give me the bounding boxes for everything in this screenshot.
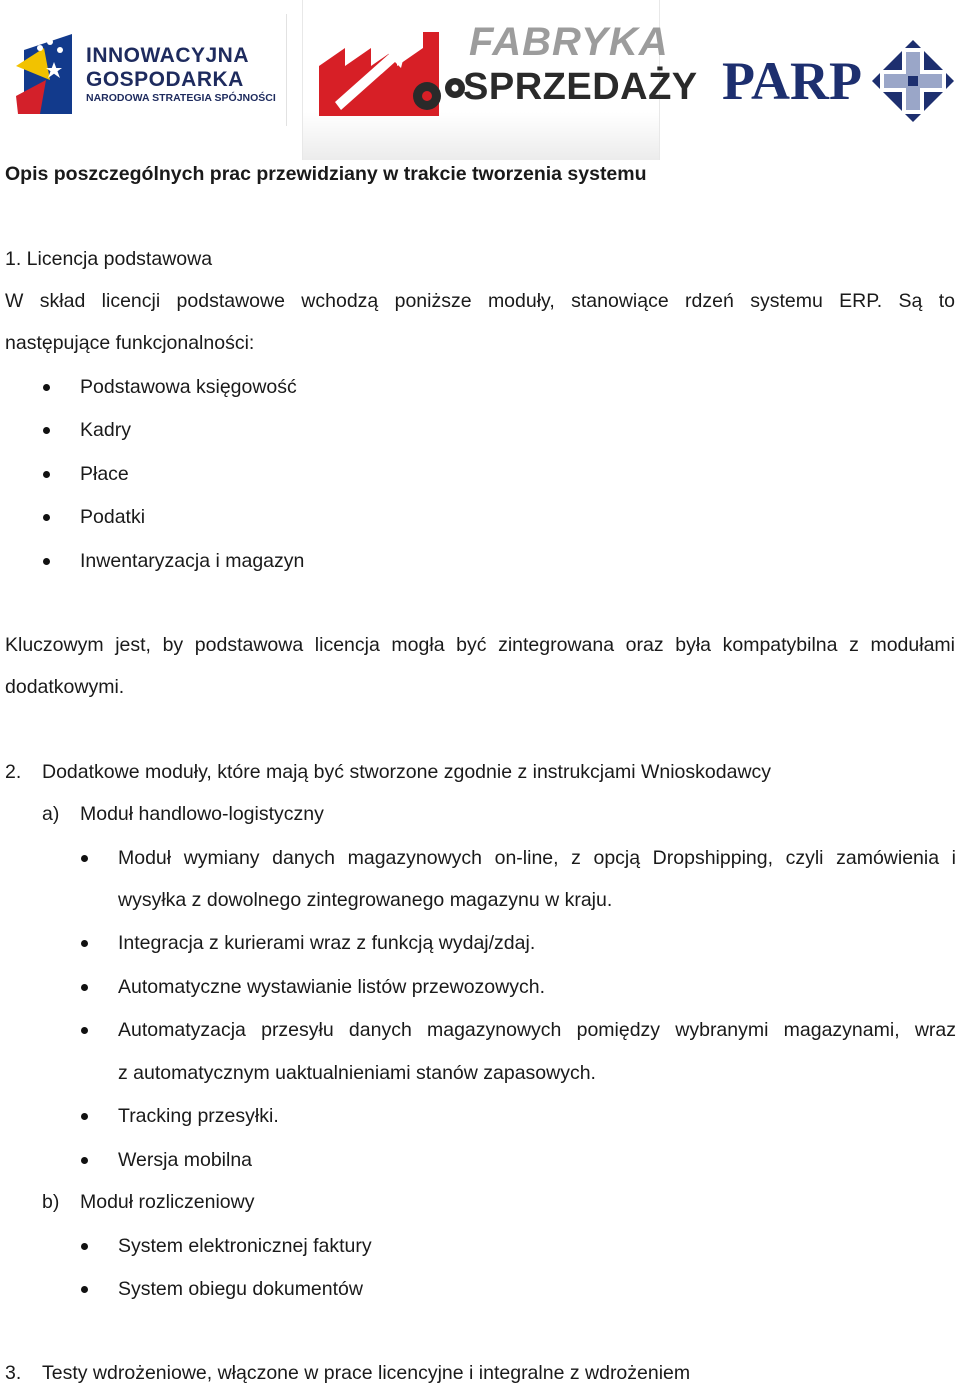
bullet-icon [81,1113,88,1120]
sprzedazy-line2: SPRZEDAŻY [463,66,698,108]
list-item: Tracking przesyłki. [118,1105,279,1127]
page-title: Opis poszczególnych prac przewidziany w trakcie tworzenia systemu [5,163,647,185]
fabryka-sprzedazy-logo [302,0,698,160]
bullet-icon [81,1027,88,1034]
bullet-icon [81,1157,88,1164]
list-item: Integracja z kurierami wraz z funkcją wydaj/zdaj. [118,932,536,954]
list-item: Płace [80,463,129,485]
section1-title: 1. Licencja podstawowa [5,248,213,270]
subsection-a-title: Moduł handlowo-logistyczny [80,803,324,825]
bullet-icon [81,1243,88,1250]
bullet-icon [81,984,88,991]
strategia-line3: NARODOWA STRATEGIA SPÓJNOŚCI [86,92,276,104]
list-item: Automatyczne wystawianie listów przewozowych. [118,976,546,998]
list-item: Automatyzacja przesyłu danych magazynowych pomiędzy wybranymi magazynami, wraz [118,1019,956,1041]
parp-logo [722,38,956,124]
list-item: Moduł wymiany danych magazynowych on-line, z opcją Dropshipping, czyli zamówienia i [118,847,956,869]
bullet-icon [81,940,88,947]
list-item: Wersja mobilna [118,1149,253,1171]
section3-title: Testy wdrożeniowe, włączone w prace licencyjne i integralne z wdrożeniem [42,1362,691,1384]
bullet-icon [81,1286,88,1293]
section2-number: 2. [5,761,22,783]
section1-paragraph-line2: następujące funkcjonalności: [5,332,255,354]
parp-text: PARP [722,51,862,111]
parp-diamond-icon [870,38,956,124]
eu-flag-icon [10,22,80,118]
list-item-continuation: z automatycznym uaktualnieniami stanów zapasowych. [118,1062,596,1084]
bullet-icon [43,384,50,391]
innowacyjna-gospodarka-logo [4,14,287,126]
fabryka-line1: FABRYKA [469,20,669,64]
section1-note-line1: Kluczowym jest, by podstawowa licencja mogła być zintegrowana oraz była kompatybilna z modułami [5,634,955,656]
section1-note-line2: dodatkowymi. [5,676,125,698]
section3-number: 3. [5,1362,22,1384]
bullet-icon [43,471,50,478]
section2-title: Dodatkowe moduły, które mają być stworzone zgodnie z instrukcjami Wnioskodawcy [42,761,772,783]
list-item: System obiegu dokumentów [118,1278,363,1300]
subsection-b-title: Moduł rozliczeniowy [80,1191,255,1213]
bullet-icon [43,558,50,565]
factory-arrow-icon [315,26,475,126]
innowacyjna-line1: INNOWACYJNA [86,44,250,67]
bullet-icon [43,514,50,521]
list-item: Podatki [80,506,146,528]
subsection-b-marker: b) [42,1191,60,1213]
gospodarka-line2: GOSPODARKA [86,68,244,91]
subsection-a-marker: a) [42,803,60,825]
bullet-icon [43,427,50,434]
list-item: System elektronicznej faktury [118,1235,372,1257]
list-item: Kadry [80,419,131,441]
bullet-icon [81,855,88,862]
list-item-continuation: wysyłka z dowolnego zintegrowanego magazynu w kraju. [118,889,613,911]
section1-paragraph-line1: W skład licencji podstawowe wchodzą poniższe moduły, stanowiące rdzeń systemu ERP. Są to [5,290,955,312]
list-item: Inwentaryzacja i magazyn [80,550,305,572]
list-item: Podstawowa księgowość [80,376,297,398]
